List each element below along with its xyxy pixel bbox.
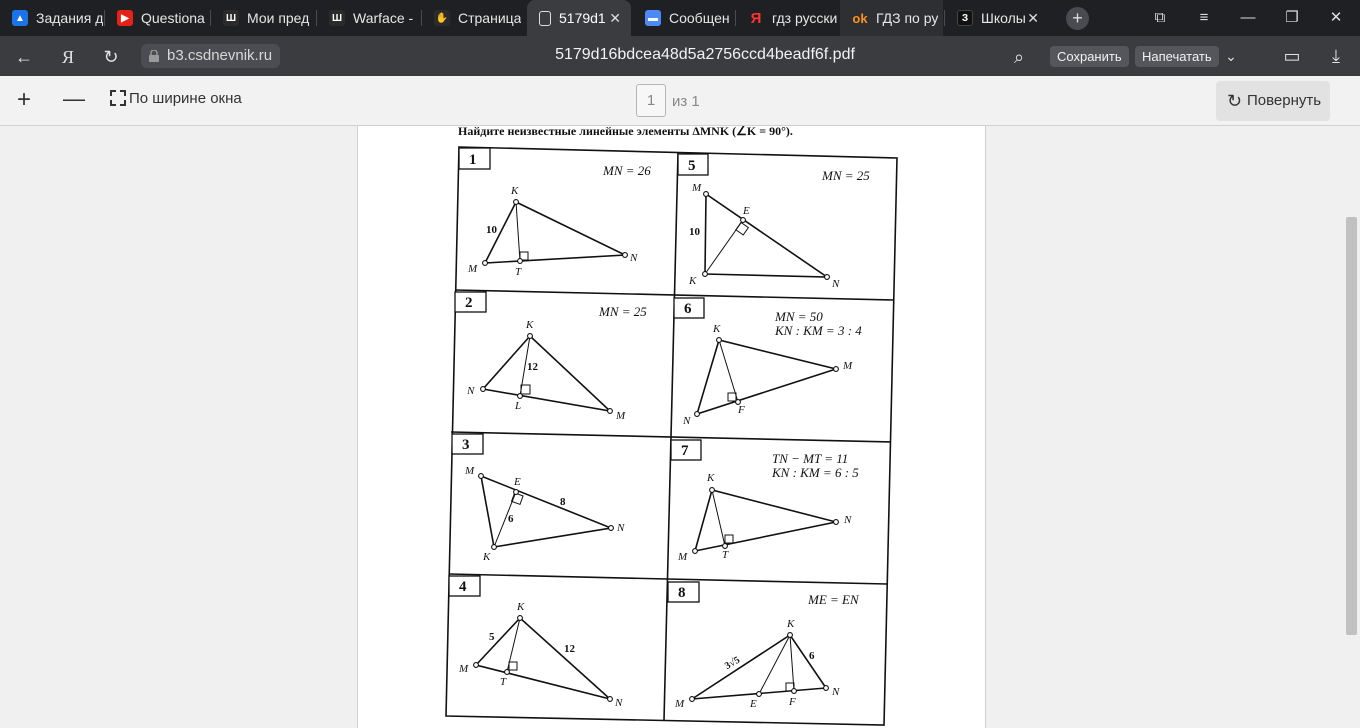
vertex-label: E (743, 205, 750, 217)
print-button[interactable]: Напечатать (1135, 46, 1219, 67)
side-label: 6 (809, 650, 815, 662)
fit-width-button[interactable] (110, 90, 242, 107)
chevron-down-icon[interactable]: ⌄ (1225, 48, 1237, 64)
close-tab-icon[interactable]: ✕ (609, 10, 621, 26)
problem-number: 7 (681, 443, 689, 459)
tab-label: гдз русски (772, 10, 838, 26)
side-label: 10 (486, 224, 497, 236)
rotate-button[interactable] (1216, 81, 1330, 121)
condition: KN : KM = 6 : 5 (772, 465, 859, 480)
school-icon: З (957, 10, 973, 26)
problem-number: 8 (678, 585, 686, 601)
vertex-label: M (675, 698, 685, 710)
ok-icon: ok (852, 10, 868, 26)
mesh-icon: Ш (223, 10, 239, 26)
instruction-text: Найдите неизвестные линейные элементы ΔMNK (∠K = 90°). (458, 126, 793, 138)
tab-5[interactable] (422, 0, 525, 36)
vertex-label: N (630, 252, 638, 264)
rotate-label: Повернуть (1247, 92, 1322, 109)
condition: KN : KM = 3 : 4 (775, 323, 862, 338)
side-label: 12 (564, 643, 575, 655)
page-title: 5179d16bdcea48d5a2756ccd4beadf6f.pdf (555, 46, 855, 63)
fit-width-label: По ширине окна (129, 90, 242, 107)
pdf-viewer (0, 126, 1360, 728)
vertex-label: M (468, 263, 478, 275)
vertex-label: K (483, 551, 491, 563)
reload-icon[interactable]: ↻ (103, 47, 119, 67)
pdf-page (357, 126, 986, 728)
vertex-label: N (832, 686, 840, 698)
youtube-icon: ▶ (117, 10, 133, 26)
problem-grid (446, 147, 897, 725)
tab-2[interactable] (105, 0, 210, 36)
vertex-label: F (789, 696, 796, 708)
vertex-label: N (683, 415, 691, 427)
tab-10[interactable] (945, 0, 1049, 36)
lock-icon (149, 50, 159, 62)
triangles (476, 194, 836, 699)
tab-9[interactable] (840, 0, 943, 36)
tab-label: 5179d1 (559, 10, 606, 26)
tab-strip (0, 0, 1360, 36)
tab-label: Questiona (141, 10, 205, 26)
side-label: 12 (527, 361, 538, 373)
vertex-label: F (738, 404, 745, 416)
vertex-label: E (514, 476, 521, 488)
scrollbar-thumb[interactable] (1346, 217, 1357, 635)
condition: TN − MT = 11 (772, 451, 849, 466)
vertex-label: K (517, 601, 525, 613)
vertex-label: T (515, 266, 522, 278)
vertex-label: M (843, 360, 853, 372)
side-label: 5 (489, 631, 495, 643)
vertex-label: M (459, 663, 469, 675)
fit-width-icon (110, 90, 126, 106)
save-button[interactable]: Сохранить (1050, 46, 1129, 67)
new-tab-button[interactable]: + (1066, 7, 1089, 30)
minimize-icon[interactable]: — (1240, 9, 1256, 26)
tab-3[interactable] (211, 0, 316, 36)
close-tab-icon[interactable]: ✕ (1027, 10, 1039, 26)
problem-number: 5 (688, 158, 696, 174)
tab-label: Warface - (353, 10, 414, 26)
domain-pill[interactable] (141, 44, 280, 68)
vertex-label: L (515, 400, 522, 412)
problem-number: 4 (459, 579, 467, 595)
side-label: 8 (560, 496, 566, 508)
tab-label: Задания д (36, 10, 104, 26)
search-icon[interactable]: ⌕ (1013, 47, 1025, 67)
vertex-label: N (832, 278, 840, 290)
condition: MN = 25 (599, 304, 647, 319)
message-icon: ▬ (645, 10, 661, 26)
vertex-label: N (617, 522, 625, 534)
tab-8[interactable] (736, 0, 838, 36)
yandex-icon: Я (750, 9, 762, 27)
vertex-label: K (689, 275, 697, 287)
vertex-label: N (467, 385, 475, 397)
worksheet-figure (358, 126, 986, 728)
vertex-label: K (787, 618, 795, 630)
vertex-label: N (615, 697, 623, 709)
zoom-out-icon[interactable]: — (63, 86, 85, 111)
problem-number: 3 (462, 437, 470, 453)
vertex-label: M (616, 410, 626, 422)
condition: ME = EN (808, 592, 859, 607)
tab-6-active[interactable] (527, 0, 631, 36)
domain-text: b3.csdnevnik.ru (167, 47, 273, 64)
vertex-label: K (526, 319, 534, 331)
vertex-label: N (844, 514, 852, 526)
vertex-label: K (707, 472, 715, 484)
page-number-input[interactable]: 1 (636, 84, 666, 117)
vertex-label: M (692, 182, 702, 194)
problem-number: 6 (684, 301, 692, 317)
document-icon (539, 11, 551, 26)
menu-icon[interactable]: ≡ (1199, 9, 1209, 26)
tab-label: Школы (981, 10, 1026, 26)
reading-mode-icon[interactable]: ▭ (1283, 46, 1301, 66)
vertex-label: K (713, 323, 721, 335)
mesh-icon: Ш (329, 10, 345, 26)
condition: MN = 50 (775, 309, 823, 324)
vertex-label: T (722, 549, 729, 561)
vertex-label: M (465, 465, 475, 477)
hand-icon: ✋ (434, 10, 450, 26)
tab-7[interactable] (633, 0, 734, 36)
collections-icon[interactable]: ⧉ (1154, 9, 1166, 26)
classroom-icon: ▲ (12, 10, 28, 26)
yandex-logo-icon[interactable]: Я (61, 47, 74, 67)
zoom-in-icon[interactable]: + (17, 86, 32, 113)
tab-label: Страница (458, 10, 522, 26)
problem-number: 1 (469, 152, 477, 168)
tab-1[interactable] (0, 0, 104, 36)
side-label: 3√5 (723, 654, 742, 672)
vertex-label: K (511, 185, 519, 197)
rotate-icon: ↻ (1227, 91, 1243, 111)
tab-label: Сообщен (669, 10, 730, 26)
page-count: из 1 (672, 93, 700, 110)
back-arrow-icon[interactable]: ← (15, 47, 33, 67)
vertex-label: E (750, 698, 757, 710)
restore-icon[interactable]: ❐ (1285, 9, 1299, 26)
download-icon[interactable]: ⤓ (1332, 46, 1340, 66)
side-label: 10 (689, 226, 700, 238)
condition: MN = 25 (822, 168, 870, 183)
tab-4[interactable] (317, 0, 421, 36)
tab-label: ГДЗ по ру (876, 10, 939, 26)
tab-label: Мои пред (247, 10, 310, 26)
condition: MN = 26 (603, 163, 651, 178)
vertex-label: M (678, 551, 688, 563)
close-window-icon[interactable]: ✕ (1329, 9, 1343, 26)
side-label: 6 (508, 513, 514, 525)
vertex-label: T (500, 676, 507, 688)
problem-number: 2 (465, 295, 473, 311)
